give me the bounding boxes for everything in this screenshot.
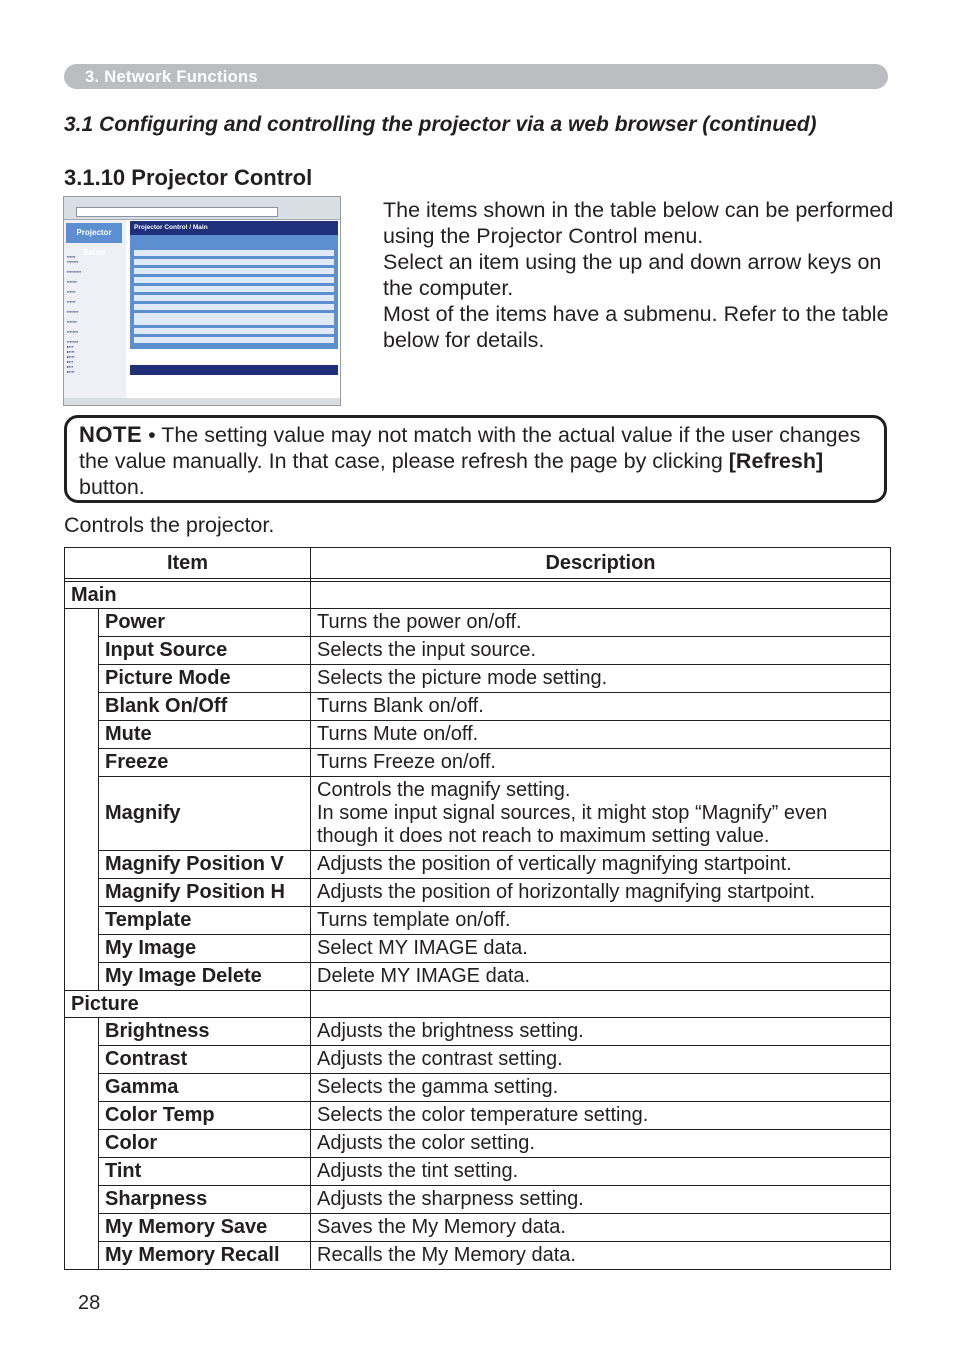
intro-text — [383, 197, 903, 353]
table-row — [65, 637, 891, 665]
item-cell: Magnify Position V — [99, 851, 311, 879]
item-cell: Blank On/Off — [99, 693, 311, 721]
table-row — [65, 1102, 891, 1130]
screenshot-row — [134, 294, 334, 301]
screenshot-row — [134, 336, 334, 343]
group-description — [311, 991, 891, 1018]
browser-chrome — [64, 197, 340, 220]
indent-cell — [65, 935, 99, 963]
intro-paragraph: The items shown in the table below can be performed using the Projector Control menu. — [383, 198, 894, 248]
projector-control-screenshot — [63, 196, 341, 406]
table-body — [65, 582, 891, 1270]
indent-cell — [65, 609, 99, 637]
table-row — [65, 1214, 891, 1242]
screenshot-nav-lines: ▪▪▪▪▪▪ ▪▪▪▪▪▪▪▪ ▪▪▪▪▪▪▪▪▪▪ ▪▪▪▪▪▪▪ ▪▪▪▪▪▪ ▪▪▪▪▪▪ ▪▪▪▪▪▪▪▪ ▪▪▪▪▪▪▪ ▪▪▪▪▪▪▪▪ ▪▪▪▪▪▪▪▪ ▸▪▪▪ ▸▪▪▪▪ ▸▪▪▪▪ ▸▪▪▪ ▸▪▪▪ ▸▪▪▪▪ — [67, 254, 82, 374]
screenshot-row — [134, 249, 334, 256]
item-cell: Magnify — [99, 777, 311, 851]
screenshot-row — [134, 312, 334, 325]
note-text — [79, 422, 879, 500]
table-row — [65, 1158, 891, 1186]
column-header-item: Item — [65, 548, 311, 579]
description-cell: Adjusts the position of vertically magnifying startpoint. — [311, 851, 891, 879]
indent-cell — [65, 1074, 99, 1102]
description-cell: Adjusts the tint setting. — [311, 1158, 891, 1186]
table-row — [65, 1074, 891, 1102]
item-cell: My Memory Save — [99, 1214, 311, 1242]
description-cell: Turns Freeze on/off. — [311, 749, 891, 777]
indent-cell — [65, 907, 99, 935]
item-cell: Color Temp — [99, 1102, 311, 1130]
chapter-header-bar — [64, 64, 888, 89]
indent-cell — [65, 1018, 99, 1046]
indent-cell — [65, 963, 99, 991]
item-cell: Freeze — [99, 749, 311, 777]
screenshot-panel — [130, 221, 338, 349]
table-row — [65, 907, 891, 935]
item-cell: Mute — [99, 721, 311, 749]
item-cell: Gamma — [99, 1074, 311, 1102]
screenshot-footer — [130, 365, 338, 375]
item-cell: Color — [99, 1130, 311, 1158]
table-row — [65, 851, 891, 879]
item-cell: My Image Delete — [99, 963, 311, 991]
indent-cell — [65, 1046, 99, 1074]
description-cell: Adjusts the position of horizontally magnifying startpoint. — [311, 879, 891, 907]
note-body-1: • The setting value may not match with the actual value if the user changes the value manually. In that case, please refresh the page by clicking — [79, 423, 861, 473]
table-row — [65, 693, 891, 721]
indent-cell — [65, 749, 99, 777]
indent-cell — [65, 1214, 99, 1242]
item-cell: My Image — [99, 935, 311, 963]
description-line: Controls the magnify setting. — [317, 779, 571, 801]
projector-control-table — [64, 547, 891, 1270]
indent-cell — [65, 1242, 99, 1270]
description-cell: Turns template on/off. — [311, 907, 891, 935]
description-cell: Adjusts the contrast setting. — [311, 1046, 891, 1074]
intro-paragraph: Select an item using the up and down arrow keys on the computer. — [383, 250, 882, 300]
item-cell: My Memory Recall — [99, 1242, 311, 1270]
section-title: 3.1 Configuring and controlling the projector via a web browser (continued) — [64, 113, 817, 136]
chapter-title: 3. Network Functions — [85, 68, 258, 86]
group-description — [311, 582, 891, 609]
indent-cell — [65, 1130, 99, 1158]
screenshot-row — [134, 285, 334, 292]
item-cell: Input Source — [99, 637, 311, 665]
table-row — [65, 1018, 891, 1046]
table-row — [65, 665, 891, 693]
description-line: In some input signal sources, it might stop “Magnify” even though it does not reach to maximum setting value. — [317, 802, 828, 847]
table-row — [65, 935, 891, 963]
item-cell: Magnify Position H — [99, 879, 311, 907]
description-cell: Adjusts the color setting. — [311, 1130, 891, 1158]
indent-cell — [65, 665, 99, 693]
table-row — [65, 1046, 891, 1074]
indent-cell — [65, 777, 99, 851]
screenshot-statusbar — [64, 398, 340, 405]
screenshot-row — [134, 258, 334, 265]
table-row — [65, 609, 891, 637]
subsection-title: 3.1.10 Projector Control — [64, 165, 313, 190]
screenshot-row — [134, 303, 334, 310]
description-cell: Selects the input source. — [311, 637, 891, 665]
table-row — [65, 1130, 891, 1158]
address-bar — [76, 207, 278, 217]
column-header-description: Description — [311, 548, 891, 579]
table-row — [65, 1186, 891, 1214]
controls-caption: Controls the projector. — [64, 513, 275, 537]
description-cell: Saves the My Memory data. — [311, 1214, 891, 1242]
item-cell: Sharpness — [99, 1186, 311, 1214]
item-cell: Tint — [99, 1158, 311, 1186]
screenshot-sidebar — [64, 220, 126, 405]
table-row — [65, 963, 891, 991]
indent-cell — [65, 637, 99, 665]
indent-cell — [65, 1158, 99, 1186]
screenshot-logo: Projector Setup — [66, 223, 122, 243]
description-cell: Delete MY IMAGE data. — [311, 963, 891, 991]
item-cell: Power — [99, 609, 311, 637]
description-cell: Selects the picture mode setting. — [311, 665, 891, 693]
item-cell: Brightness — [99, 1018, 311, 1046]
indent-cell — [65, 1102, 99, 1130]
description-cell: Adjusts the brightness setting. — [311, 1018, 891, 1046]
screenshot-row — [134, 267, 334, 274]
note-refresh-term: [Refresh] — [728, 449, 824, 473]
screenshot-panel-title: Projector Control / Main — [130, 221, 338, 235]
description-cell: Selects the gamma setting. — [311, 1074, 891, 1102]
table-row — [65, 777, 891, 851]
page-number: 28 — [78, 1292, 101, 1314]
indent-cell — [65, 721, 99, 749]
table-row — [65, 721, 891, 749]
item-cell: Contrast — [99, 1046, 311, 1074]
note-body-2: button. — [79, 475, 145, 499]
description-cell: Selects the color temperature setting. — [311, 1102, 891, 1130]
screenshot-row — [134, 276, 334, 283]
indent-cell — [65, 851, 99, 879]
description-cell: Turns Mute on/off. — [311, 721, 891, 749]
table-row — [65, 749, 891, 777]
note-label: NOTE — [79, 422, 143, 447]
description-cell: Turns the power on/off. — [311, 609, 891, 637]
table-header-row — [65, 548, 891, 579]
indent-cell — [65, 693, 99, 721]
description-cell: Turns Blank on/off. — [311, 693, 891, 721]
group-name: Main — [65, 582, 311, 609]
description-cell: Select MY IMAGE data. — [311, 935, 891, 963]
group-row — [65, 991, 891, 1018]
group-row — [65, 582, 891, 609]
note-box — [64, 415, 887, 503]
group-name: Picture — [65, 991, 311, 1018]
table-row — [65, 1242, 891, 1270]
screenshot-row — [134, 327, 334, 334]
indent-cell — [65, 879, 99, 907]
description-cell — [311, 777, 891, 851]
item-cell: Template — [99, 907, 311, 935]
table-row — [65, 879, 891, 907]
description-cell: Recalls the My Memory data. — [311, 1242, 891, 1270]
description-cell: Adjusts the sharpness setting. — [311, 1186, 891, 1214]
intro-paragraph: Most of the items have a submenu. Refer to the table below for details. — [383, 302, 889, 352]
item-cell: Picture Mode — [99, 665, 311, 693]
indent-cell — [65, 1186, 99, 1214]
